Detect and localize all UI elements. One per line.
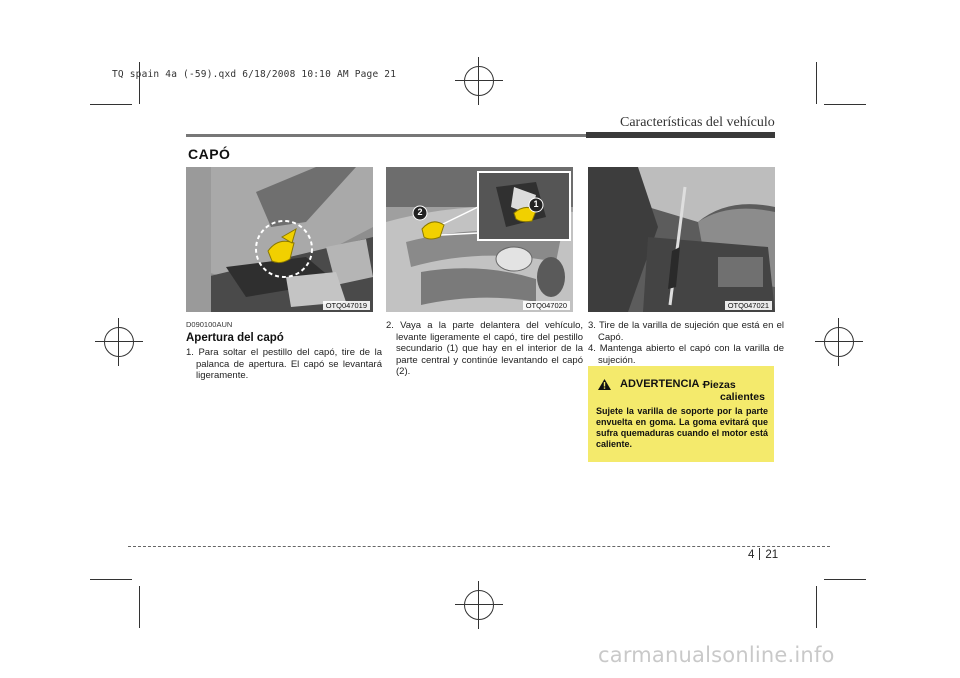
header-rule: [186, 134, 586, 137]
warning-subject: calientes: [720, 391, 765, 403]
warning-body: Sujete la varilla de soporte por la parte envuelta en goma. La goma evitará que sufra quemaduras cuando el motor está caliente.: [596, 406, 768, 449]
warning-subject: Piezas: [703, 379, 736, 391]
registration-mark: [824, 327, 854, 357]
registration-mark: [104, 327, 134, 357]
photo-code: OTQ047021: [725, 301, 772, 310]
photo-code: OTQ047020: [523, 301, 570, 310]
watermark: carmanualsonline.info: [598, 643, 835, 667]
registration-mark: [464, 66, 494, 96]
warning-label: ADVERTENCIA -: [620, 378, 706, 390]
chapter-header: Características del vehículo: [620, 115, 775, 130]
page-number: [748, 548, 778, 561]
warning-triangle-icon: [598, 379, 611, 390]
header-rule-accent: [586, 132, 775, 138]
step-1: 1. Para soltar el pestillo del capó, tire de la palanca de apertura. El capó se levantará ligeramente.: [186, 347, 382, 381]
reference-code: D090100AUN: [186, 320, 233, 329]
crop-mark: [90, 104, 132, 105]
callout-1: 1: [533, 199, 539, 209]
crop-mark: [816, 62, 817, 104]
subheading: Apertura del capó: [186, 332, 284, 344]
chapter-number: 4: [748, 549, 755, 561]
step-2: 2. Vaya a la parte delantera del vehículo, levante ligeramente el capó, tire del pestillo secundario (1) que hay en el interior de la parte central y continúe levantando el capó (2).: [386, 320, 583, 377]
crop-mark: [824, 579, 866, 580]
print-slug: TQ spain 4a (-59).qxd 6/18/2008 10:10 AM Page 21: [112, 69, 397, 80]
step-4: 4. Mantenga abierto el capó con la varilla de sujeción.: [588, 343, 784, 366]
page-number-separator: [759, 548, 760, 560]
crop-mark: [90, 579, 132, 580]
crop-mark: [816, 586, 817, 628]
section-title: CAPÓ: [188, 146, 231, 162]
photo-hood-secondary-latch: [386, 167, 573, 312]
crop-mark: [824, 104, 866, 105]
crop-mark: [139, 586, 140, 628]
step-3: 3. Tire de la varilla de sujeción que está en el Capó.: [588, 320, 784, 343]
registration-mark: [464, 590, 494, 620]
footer-rule: [128, 546, 830, 547]
warning-box: [588, 366, 774, 462]
photo-code: OTQ047019: [323, 301, 370, 310]
page-number-value: 21: [765, 549, 779, 561]
photo-hood-release-lever: [186, 167, 373, 312]
photo-hood-support-rod: [588, 167, 775, 312]
callout-2: 2: [417, 207, 423, 217]
